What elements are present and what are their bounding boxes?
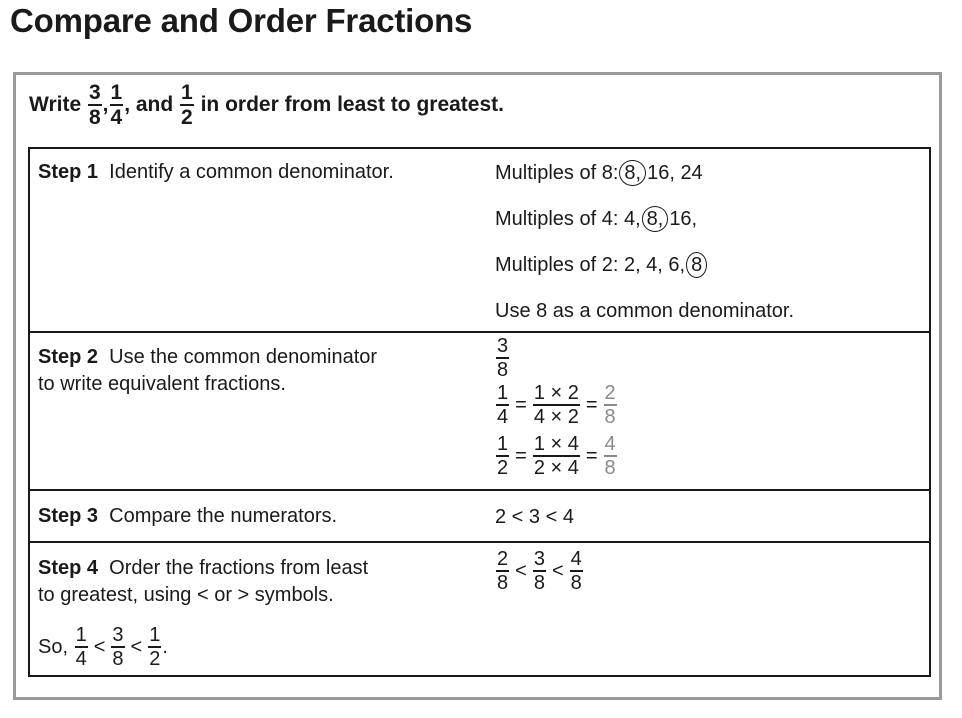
denominator: 2: [181, 106, 193, 129]
step-label: Step 3: [38, 505, 99, 527]
multiples-of-2: [495, 250, 708, 280]
fraction-one-half: [180, 82, 194, 128]
multiples-of-8: [495, 158, 703, 188]
step-text: Identify a common denominator.: [109, 161, 394, 183]
equals-sign: =: [585, 393, 598, 416]
numerator: 2: [497, 548, 509, 570]
multiples-prefix: Multiples of 2: 2, 4, 6,: [495, 253, 686, 276]
denominator: 4: [110, 106, 123, 129]
equals-sign: =: [515, 444, 527, 467]
final-answer: [38, 625, 168, 669]
multiples-rest: 16,: [669, 207, 698, 230]
step-2-row: [30, 331, 929, 489]
problem-prompt: [29, 82, 504, 128]
period: .: [162, 635, 168, 658]
denominator: 2: [149, 648, 161, 670]
less-than-sign: <: [515, 559, 527, 582]
numerator-product: 1 × 4: [533, 433, 579, 455]
step-1-row: [30, 149, 929, 331]
denominator-product: 2 × 4: [533, 457, 579, 479]
step-text: Use the common denominator: [109, 346, 378, 368]
step-3-row: [30, 489, 929, 541]
fraction-one-fourth: [110, 82, 124, 128]
steps-table: [28, 147, 931, 677]
prompt-pre: Write: [29, 93, 82, 116]
numerator: 1: [149, 624, 161, 646]
step-label: Step 2: [38, 346, 99, 368]
numerator-product: 1 × 2: [533, 382, 579, 404]
so-prefix: So,: [38, 635, 69, 658]
denominator: 8: [112, 648, 124, 670]
multiples-of-4: [495, 204, 697, 234]
ordered-equivalent-fractions: [495, 549, 584, 593]
equivalent-one-half: [495, 434, 618, 478]
result-numerator: 2: [604, 382, 616, 404]
step-text: to greatest, using < or > symbols.: [38, 584, 334, 606]
denominator: 8: [533, 572, 545, 594]
numerator: 1: [75, 624, 87, 646]
step-1-description: [38, 159, 394, 186]
equals-sign: =: [585, 444, 598, 467]
numerator-comparison: 2 < 3 < 4: [495, 505, 574, 528]
denominator: 4: [497, 406, 509, 428]
page-title: Compare and Order Fractions: [10, 2, 473, 39]
step-text: Compare the numerators.: [109, 505, 338, 527]
equivalent-one-fourth: [495, 383, 618, 427]
step-3-description: [38, 503, 337, 530]
less-than-sign: <: [93, 635, 106, 658]
numerator: 3: [112, 624, 124, 646]
numerator: 4: [570, 548, 582, 570]
numerator: 1: [181, 81, 193, 104]
numerator: 1: [110, 81, 123, 104]
common-denominator-conclusion: Use 8 as a common denominator.: [495, 299, 795, 322]
denominator-product: 4 × 2: [533, 406, 579, 428]
less-than-sign: <: [130, 635, 143, 658]
fraction-three-eighths: [88, 82, 102, 128]
less-than-sign: <: [551, 559, 564, 582]
numerator: 3: [497, 335, 509, 357]
circled-common-multiple: 8,: [619, 160, 646, 186]
denominator: 8: [570, 572, 582, 594]
fraction-three-eighths: [495, 336, 510, 380]
multiples-rest: 16, 24: [647, 161, 703, 184]
step-2-description: [38, 344, 377, 398]
prompt-post: in order from least to greatest.: [200, 93, 504, 116]
step-label: Step 4: [38, 557, 99, 579]
numerator: 1: [497, 433, 509, 455]
step-4-description: [38, 555, 368, 609]
result-numerator: 4: [604, 433, 616, 455]
circled-common-multiple: 8,: [642, 206, 669, 232]
denominator: 8: [497, 359, 509, 381]
result-denominator: 8: [604, 406, 616, 428]
denominator: 8: [497, 572, 509, 594]
denominator: 2: [497, 457, 509, 479]
prompt-sep: ,: [102, 93, 109, 116]
prompt-sep: , and: [124, 93, 174, 116]
denominator: 8: [88, 106, 101, 129]
numerator: 3: [88, 81, 101, 104]
multiples-prefix: Multiples of 4: 4,: [495, 207, 641, 230]
multiples-prefix: Multiples of 8:: [495, 161, 619, 184]
equals-sign: =: [515, 393, 527, 416]
denominator: 4: [75, 648, 87, 670]
step-label: Step 1: [38, 161, 99, 183]
circled-common-multiple: 8: [686, 252, 707, 278]
step-text: to write equivalent fractions.: [38, 373, 286, 395]
step-text: Order the fractions from least: [109, 557, 369, 579]
numerator: 3: [533, 548, 545, 570]
numerator: 1: [497, 382, 509, 404]
result-denominator: 8: [604, 457, 616, 479]
step-4-row: [30, 541, 929, 675]
